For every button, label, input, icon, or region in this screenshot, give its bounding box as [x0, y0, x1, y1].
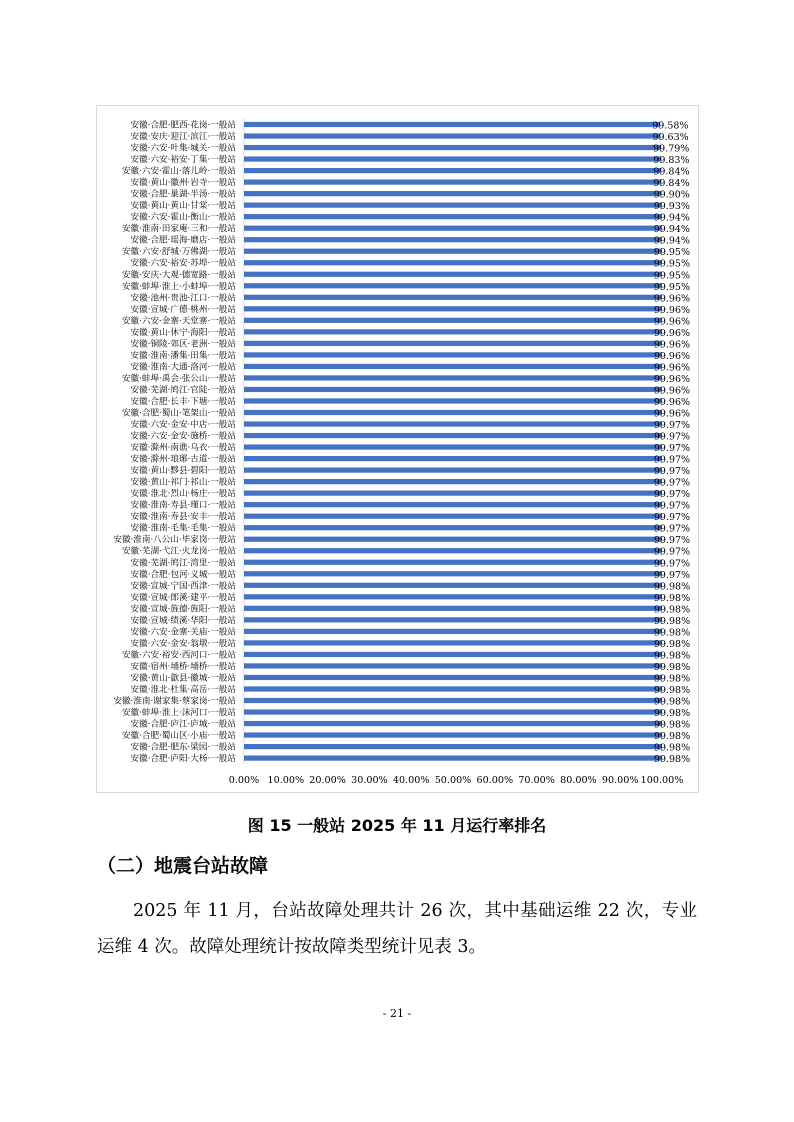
category-label: 安徽·六安·裕安·苏埠·一般站	[130, 258, 236, 269]
data-label: 99.98%	[653, 627, 691, 639]
section-heading: （二）地震台站故障	[97, 855, 269, 877]
category-label: 安徽·淮南·谢家集·蔡家岗·一般站	[113, 696, 236, 707]
data-label: 99.96%	[653, 385, 691, 397]
category-label: 安徽·合肥·蜀山区·小庙·一般站	[121, 731, 236, 742]
category-label: 安徽·淮南·田家庵·三和·一般站	[121, 224, 236, 235]
data-label: 99.97%	[653, 500, 691, 512]
category-label: 安徽·六安·裕安·西河口·一般站	[121, 650, 236, 661]
data-label: 99.98%	[653, 742, 691, 754]
category-label: 安徽·淮南·寿县·安丰·一般站	[130, 512, 236, 523]
category-label: 安徽·淮南·八公山·毕家岗·一般站	[113, 535, 236, 546]
data-label: 99.97%	[653, 523, 691, 535]
category-label: 安徽·六安·舒城·万佛湖·一般站	[121, 247, 236, 258]
category-label: 安徽·芜湖·弋江·火龙岗·一般站	[121, 546, 236, 557]
bar	[244, 571, 662, 576]
bar	[244, 421, 662, 426]
bar	[244, 249, 662, 254]
bar	[244, 122, 660, 127]
bar	[244, 295, 662, 300]
bar	[244, 675, 662, 680]
bar	[244, 502, 662, 507]
x-tick-label: 80.00%	[560, 775, 597, 786]
category-label: 安徽·六安·霍山·衡山·一般站	[130, 212, 236, 223]
bar	[244, 306, 662, 311]
category-label: 安徽·淮南·大通·洛河·一般站	[130, 362, 236, 373]
bar	[244, 272, 662, 277]
category-label: 安徽·六安·叶集·城关·一般站	[130, 143, 236, 154]
data-label: 99.98%	[653, 696, 691, 708]
bar	[244, 732, 662, 737]
bar	[244, 663, 662, 668]
bar	[244, 537, 662, 542]
bar-chart	[97, 106, 698, 792]
data-label: 99.98%	[653, 708, 691, 720]
data-label: 99.96%	[653, 339, 691, 351]
bar	[244, 318, 662, 323]
data-label: 99.98%	[653, 719, 691, 731]
x-tick-label: 70.00%	[518, 775, 555, 786]
data-label: 99.94%	[653, 212, 690, 224]
bar	[244, 594, 662, 599]
bar	[244, 156, 661, 161]
data-label: 99.96%	[653, 396, 691, 408]
data-label: 99.96%	[653, 293, 691, 305]
bar	[244, 560, 662, 565]
data-label: 99.97%	[653, 489, 691, 501]
x-tick-label: 0.00%	[228, 775, 260, 786]
category-label: 安徽·六安·裕安·丁集·一般站	[130, 155, 236, 166]
data-label: 99.90%	[653, 189, 690, 201]
bar	[244, 698, 662, 703]
category-label: 安徽·合肥·巢湖·半汤·一般站	[130, 189, 236, 200]
category-label: 安徽·淮南·寿县·瑾口·一般站	[130, 500, 236, 511]
data-label: 99.97%	[653, 512, 691, 524]
data-label: 99.97%	[653, 569, 691, 581]
category-label: 安徽·淮南·毛集·毛集·一般站	[130, 523, 236, 534]
category-label: 安徽·滁州·南谯·乌衣·一般站	[130, 443, 236, 454]
x-tick-label: 50.00%	[434, 775, 472, 786]
data-label: 99.97%	[653, 477, 691, 489]
chart-frame	[96, 105, 699, 793]
x-tick-label: 30.00%	[351, 775, 388, 786]
data-label: 99.94%	[653, 235, 690, 247]
x-tick-label: 60.00%	[476, 775, 514, 786]
data-label: 99.58%	[652, 120, 689, 132]
bar	[244, 226, 662, 231]
data-label: 99.97%	[653, 535, 691, 547]
category-label: 安徽·淮北·杜集·高岳·一般站	[130, 684, 236, 695]
category-label: 安徽·宣城·旌德·旌阳·一般站	[130, 604, 236, 615]
data-label: 99.84%	[653, 166, 690, 178]
category-label: 安徽·合肥·肥西·花岗·一般站	[130, 120, 236, 131]
page-number: - 21 -	[382, 1007, 412, 1020]
bar	[244, 583, 662, 588]
category-label: 安徽·蚌埠·禹会·张公山·一般站	[121, 373, 236, 384]
data-label: 99.98%	[653, 615, 691, 627]
data-label: 99.97%	[653, 443, 691, 455]
category-label: 安徽·合肥·肥东·梁园·一般站	[130, 742, 236, 753]
category-label: 安徽·合肥·蜀山·笔架山·一般站	[121, 408, 236, 419]
bar	[244, 191, 662, 196]
bar	[244, 686, 662, 691]
category-label: 安徽·合肥·长丰·下塘·一般站	[130, 396, 236, 407]
data-label: 99.96%	[653, 316, 691, 328]
bar	[244, 744, 662, 749]
data-label: 99.95%	[653, 258, 691, 270]
data-label: 99.95%	[653, 270, 691, 282]
category-label: 安徽·池州·贵池·江口·一般站	[130, 293, 236, 304]
category-label: 安徽·黄山·歙县·徽城·一般站	[130, 673, 236, 684]
data-label: 99.96%	[653, 350, 691, 362]
category-label: 安徽·宣城·绩溪·华阳·一般站	[130, 615, 236, 626]
category-label: 安徽·黄山·黄山·甘棠·一般站	[130, 201, 236, 212]
bar	[244, 260, 662, 265]
bar	[244, 237, 662, 242]
x-tick-label: 20.00%	[309, 775, 346, 786]
category-label: 安徽·蚌埠·淮上·沫河口·一般站	[121, 708, 236, 719]
bar	[244, 214, 662, 219]
category-label: 安徽·六安·金寨·关庙·一般站	[130, 627, 236, 638]
category-label: 安徽·淮南·潘集·田集·一般站	[130, 350, 236, 361]
bar	[244, 398, 662, 403]
data-label: 99.97%	[653, 546, 691, 558]
data-label: 99.93%	[653, 201, 690, 213]
bar	[244, 433, 662, 438]
data-label: 99.98%	[653, 650, 691, 662]
data-label: 99.96%	[653, 304, 691, 316]
data-label: 99.97%	[653, 431, 691, 443]
category-label: 安徽·黄山·徽州·岩寺·一般站	[130, 178, 236, 189]
bar	[244, 514, 662, 519]
bar	[244, 652, 662, 657]
bar	[244, 329, 662, 334]
x-tick-label: 40.00%	[392, 775, 430, 786]
bar	[244, 525, 662, 530]
bar	[244, 756, 662, 761]
bar	[244, 387, 662, 392]
data-label: 99.98%	[653, 754, 691, 766]
bar	[244, 548, 662, 553]
data-label: 99.94%	[653, 224, 690, 236]
data-label: 99.98%	[653, 731, 691, 743]
data-label: 99.96%	[653, 327, 691, 339]
data-label: 99.98%	[653, 661, 691, 673]
category-label: 安徽·淮北·烈山·杨庄·一般站	[130, 489, 236, 500]
bar	[244, 180, 661, 185]
category-label: 安徽·宿州·埇桥·埇桥·一般站	[130, 661, 236, 672]
bar	[244, 468, 662, 473]
data-label: 99.96%	[653, 408, 691, 420]
data-label: 99.95%	[653, 281, 691, 293]
data-label: 99.97%	[653, 558, 691, 570]
data-label: 99.95%	[653, 247, 691, 259]
category-label: 安徽·芜湖·鸠江·官陡·一般站	[130, 385, 236, 396]
data-label: 99.97%	[653, 466, 691, 478]
category-label: 安徽·六安·金寨·天堂寨·一般站	[121, 316, 236, 327]
data-label: 99.98%	[653, 604, 691, 616]
data-label: 99.63%	[652, 132, 689, 144]
bar	[244, 456, 662, 461]
category-label: 安徽·六安·金安·中店·一般站	[130, 420, 236, 431]
bar	[244, 479, 662, 484]
bar	[244, 640, 662, 645]
category-label: 安徽·六安·霍山·落儿岭·一般站	[121, 166, 236, 177]
bar	[244, 203, 662, 208]
data-label: 99.96%	[653, 373, 691, 385]
data-label: 99.84%	[653, 178, 690, 190]
bar	[244, 352, 662, 357]
data-label: 99.79%	[653, 143, 690, 155]
category-label: 安徽·宣城·郎溪·建平·一般站	[130, 592, 236, 603]
category-label: 安徽·安庆·迎江·滨江·一般站	[130, 132, 236, 143]
bar	[244, 283, 662, 288]
category-label: 安徽·铜陵·郊区·老洲·一般站	[130, 339, 236, 350]
bar	[244, 491, 662, 496]
category-label: 安徽·合肥·瑶海·磨店·一般站	[130, 235, 236, 246]
bar	[244, 364, 662, 369]
bar	[244, 444, 662, 449]
bar	[244, 410, 662, 415]
data-label: 99.97%	[653, 420, 691, 432]
category-label: 安徽·合肥·庐江·庐城·一般站	[130, 719, 236, 730]
category-label: 安徽·宣城·广德·桃州·一般站	[130, 304, 236, 315]
data-label: 99.98%	[653, 638, 691, 650]
category-label: 安徽·黄山·黟县·碧阳·一般站	[130, 466, 236, 477]
bar	[244, 133, 660, 138]
x-tick-label: 90.00%	[601, 775, 639, 786]
bar	[244, 168, 661, 173]
category-label: 安徽·六安·金安·翁墩·一般站	[130, 638, 236, 649]
bar	[244, 617, 662, 622]
category-label: 安徽·安庆·大观·德宽路·一般站	[121, 270, 236, 281]
category-label: 安徽·六安·金安·施桥·一般站	[130, 431, 236, 442]
bar	[244, 375, 662, 380]
data-label: 99.98%	[653, 581, 691, 593]
bar	[244, 629, 662, 634]
category-label: 安徽·合肥·庐阳·大杨·一般站	[130, 754, 236, 765]
category-label: 安徽·芜湖·鸠江·湾里·一般站	[130, 558, 236, 569]
data-label: 99.98%	[653, 592, 691, 604]
category-label: 安徽·黄山·祁门·祁山·一般站	[130, 477, 236, 488]
data-label: 99.96%	[653, 362, 691, 374]
figure-caption: 图 15 一般站 2025 年 11 月运行率排名	[247, 816, 547, 835]
data-label: 99.98%	[653, 673, 691, 685]
category-label: 安徽·合肥·包河·义城·一般站	[130, 569, 236, 580]
category-label: 安徽·宣城·宁国·西津·一般站	[130, 581, 236, 592]
body-paragraph	[97, 893, 697, 965]
category-label: 安徽·黄山·休宁·海阳·一般站	[130, 327, 236, 338]
category-label: 安徽·滁州·琅琊·古道·一般站	[130, 454, 236, 465]
bar	[244, 606, 662, 611]
bar	[244, 145, 661, 150]
data-label: 99.98%	[653, 684, 691, 696]
data-label: 99.97%	[653, 454, 691, 466]
data-label: 99.83%	[653, 155, 690, 167]
x-tick-label: 10.00%	[267, 775, 305, 786]
bar	[244, 721, 662, 726]
paragraph-text: 2025 年 11 月，台站故障处理共计 26 次，其中基础运维 22 次，专业运维 4 次。故障处理统计按故障类型统计见表 3。	[97, 901, 697, 957]
x-tick-label: 100.00%	[640, 775, 684, 786]
bar	[244, 709, 662, 714]
category-label: 安徽·蚌埠·淮上·小蚌埠·一般站	[121, 281, 236, 292]
bar	[244, 341, 662, 346]
